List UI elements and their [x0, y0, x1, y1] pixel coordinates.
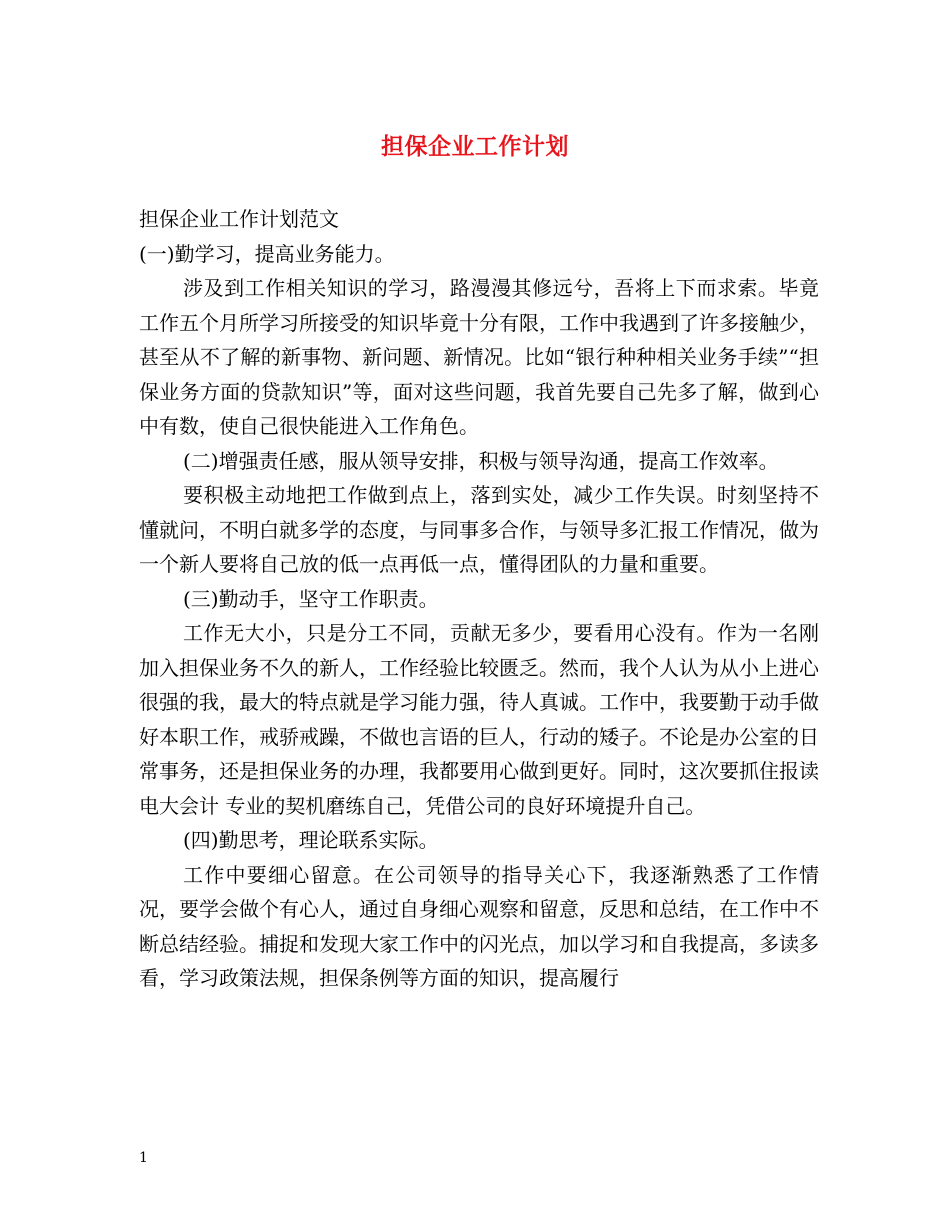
paragraph-body-4: 工作中要细心留意。在公司领导的指导关心下，我逐渐熟悉了工作情况，要学会做个有心人，通过自身细心观察和留意，反思和总结，在工作中不断总结经验。捕捉和发现大家工作中的闪光点，加以学习和自我提高，多读多看，学习政策法规，担保条例等方面的知识，提高履行 — [139, 862, 819, 990]
document-title: 担保企业工作计划 — [381, 133, 569, 160]
paragraph-subtitle: 担保企业工作计划范文 — [139, 207, 339, 231]
paragraph-body-1: 涉及到工作相关知识的学习，路漫漫其修远兮，吾将上下而求索。毕竟工作五个月所学习所接受的知识毕竟十分有限，工作中我遇到了许多接触少，甚至从不了解的新事物、新问题、新情况。比如“银行种种相关业务手续”“担保业务方面的贷款知识”等，面对这些问题，我首先要自己先多了解，做到心中有数，使自己很快能进入工作角色。 — [139, 276, 819, 438]
paragraph-heading-2: (二)增强责任感，服从领导安排，积极与领导沟通，提高工作效率。 — [183, 448, 779, 473]
paragraph-heading-1: (一)勤学习，提高业务能力。 — [139, 241, 395, 266]
page-number: 1 — [139, 1150, 148, 1166]
paragraph-body-3: 工作无大小，只是分工不同，贡献无多少，要看用心没有。作为一名刚加入担保业务不久的新人，工作经验比较匮乏。然而，我个人认为从小上进心很强的我，最大的特点就是学习能力强，待人真诚。工作中，我要勤于动手做好本职工作，戒骄戒躁，不做也言语的巨人，行动的矮子。不论是办公室的日常事务，还是担保业务的办理，我都要用心做到更好。同时，这次要抓住报读电大会计 专业的契机磨练自己，凭借公司的良好环境提升自己。 — [139, 621, 819, 818]
paragraph-body-2: 要积极主动地把工作做到点上，落到实处，减少工作失误。时刻坚持不懂就问，不明白就多学的态度，与同事多合作，与领导多汇报工作情况，做为一个新人要将自己放的低一点再低一点，懂得团队的力量和重要。 — [139, 483, 819, 576]
paragraph-heading-4: (四)勤思考，理论联系实际。 — [183, 828, 439, 852]
document-body — [139, 202, 819, 996]
paragraph-heading-3: (三)勤动手，坚守工作职责。 — [183, 586, 439, 611]
